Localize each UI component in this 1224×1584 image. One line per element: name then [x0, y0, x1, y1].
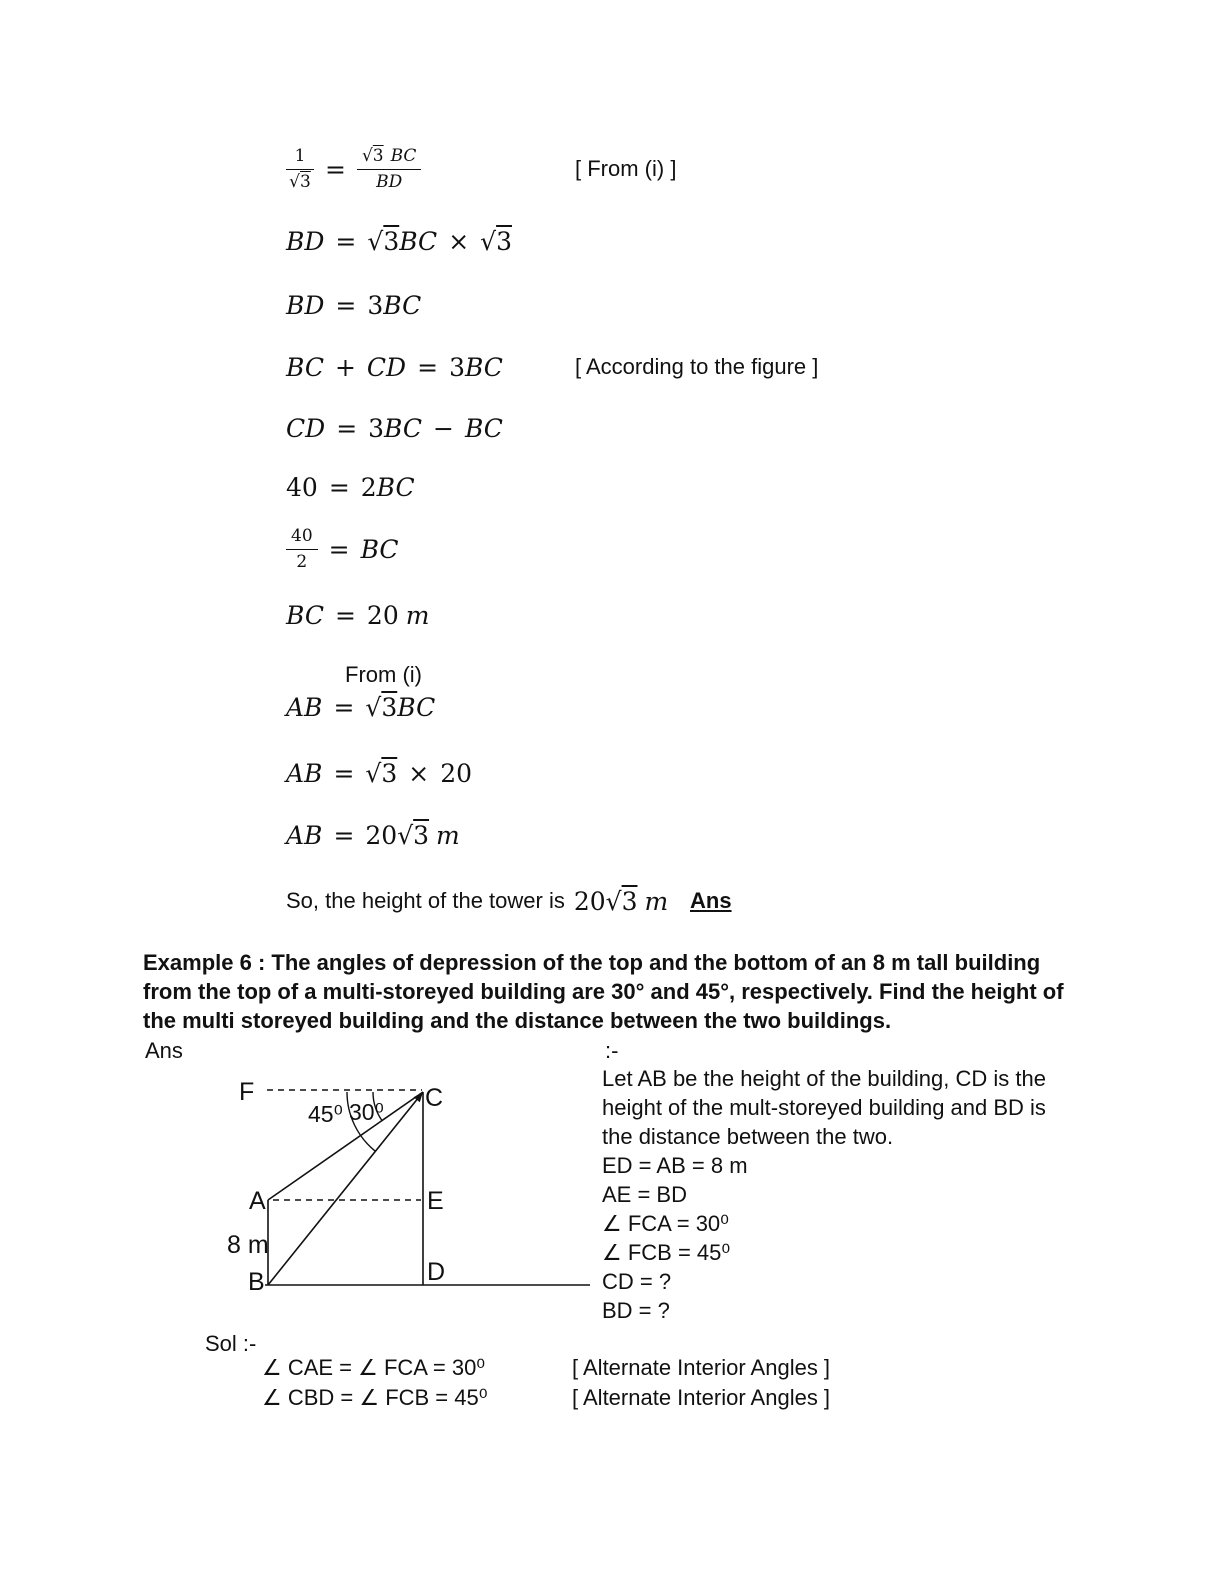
math-token: = — [333, 692, 355, 722]
ans-label: Ans — [690, 888, 732, 913]
fraction-denominator — [376, 170, 402, 192]
math-space — [429, 821, 436, 850]
conclusion — [286, 884, 732, 918]
math-token: = — [328, 472, 350, 502]
fraction-denominator — [289, 170, 311, 192]
math-token: BC — [286, 352, 324, 382]
math-token: = — [328, 534, 350, 564]
radical-sign: √ — [367, 226, 384, 256]
fraction-numerator — [286, 146, 314, 169]
math-token: = — [334, 600, 356, 630]
math-token: × — [408, 758, 430, 788]
math-token: AB — [286, 820, 323, 850]
math-token: AB — [286, 692, 323, 722]
math-space — [638, 887, 645, 916]
math-token: 40 — [286, 472, 318, 502]
math-token: m — [436, 820, 460, 850]
math-token: = — [417, 352, 439, 382]
conclusion-text: So, the height of the tower is — [286, 888, 565, 913]
text-line: CD = ? — [602, 1269, 672, 1294]
sol-label: Sol :- — [205, 1331, 257, 1356]
math-token: m — [644, 886, 669, 916]
math-token: = — [335, 290, 357, 320]
label-c: C — [425, 1084, 444, 1112]
math-radical — [367, 227, 399, 256]
math-token: BC — [464, 352, 503, 382]
label-b: B — [248, 1268, 265, 1296]
eq-7 — [286, 524, 399, 574]
math-radical — [289, 172, 311, 192]
equation-note: [ From (i) ] — [575, 156, 677, 181]
text-line: the multi storeyed building and the distance between the two buildings. — [143, 1008, 892, 1033]
solution-line — [262, 1353, 831, 1383]
text-line: Let AB be the height of the building, CD is the — [602, 1066, 1046, 1091]
eq-6 — [286, 472, 415, 502]
radicand: 3 — [381, 692, 398, 722]
math-token: 20 — [440, 758, 472, 788]
example6-heading — [143, 948, 1064, 1035]
radical-sign: √ — [365, 692, 382, 722]
solution-note: [ Alternate Interior Angles ] — [572, 1355, 831, 1380]
solution-lines — [262, 1353, 831, 1412]
radicand: 3 — [621, 886, 638, 916]
radical-sign: √ — [480, 226, 497, 256]
radicand: 3 — [383, 226, 400, 256]
radical-sign: √ — [361, 146, 373, 167]
eq-2 — [286, 226, 512, 256]
eq-12 — [286, 820, 460, 850]
label-angle-30: 30⁰ — [349, 1099, 384, 1125]
label-d: D — [427, 1258, 446, 1286]
math-token: CD — [286, 413, 326, 443]
math-token: 2 — [360, 472, 377, 502]
text-line: from the top of a multi-storeyed building are 30° and 45°, respectively. Find the height of — [143, 979, 1064, 1004]
math-radical — [365, 693, 397, 722]
text-line: Example 6 : The angles of depression of the top and the bottom of an 8 m tall building — [143, 950, 1041, 975]
fraction-numerator — [357, 146, 422, 169]
math-token: 20 — [366, 600, 399, 630]
radical-sign: √ — [397, 820, 414, 850]
math-token: = — [336, 413, 358, 443]
solution-line — [262, 1383, 831, 1413]
eq-3 — [286, 290, 421, 320]
text-line: ∠ FCB = 45⁰ — [602, 1240, 731, 1265]
math-token: BC — [286, 600, 324, 630]
example6-colon-dash: :- — [605, 1038, 619, 1063]
from-i-label: From (i) — [345, 662, 422, 687]
line-cb — [268, 1092, 423, 1285]
text-line: AE = BD — [602, 1182, 687, 1207]
math-token: = — [333, 820, 355, 850]
math-token: BC — [360, 534, 399, 564]
math-token: BC — [383, 290, 422, 320]
example6-ans-label: Ans — [145, 1038, 183, 1063]
math-token: × — [448, 226, 470, 256]
math-radical — [606, 887, 638, 916]
math-fraction — [286, 146, 314, 192]
fraction-numerator — [286, 526, 318, 549]
math-radical — [480, 227, 512, 256]
solution-note: [ Alternate Interior Angles ] — [572, 1384, 831, 1410]
math-token: − — [433, 413, 454, 443]
eq-1 — [286, 140, 677, 198]
label-angle-45: 45⁰ — [308, 1101, 343, 1127]
math-token: BD — [286, 226, 325, 256]
radicand: 3 — [496, 226, 512, 256]
text-line: ED = AB = 8 m — [602, 1153, 748, 1178]
math-token: 20 — [365, 820, 398, 850]
math-token: BC — [390, 146, 417, 167]
radical-sign: √ — [605, 886, 622, 916]
math-token: 2 — [296, 551, 308, 572]
math-token: = — [333, 758, 355, 788]
math-token: AB — [286, 758, 323, 788]
label-8m: 8 m — [227, 1231, 269, 1259]
fraction-denominator — [296, 550, 307, 572]
radicand: 3 — [300, 171, 311, 192]
math-token: 3 — [449, 352, 465, 382]
eq-4 — [286, 352, 819, 382]
math-token: BC — [376, 472, 415, 502]
math-token: BD — [376, 171, 403, 192]
math-token: BC — [384, 413, 423, 443]
math-token: 3 — [368, 413, 385, 443]
math-token: 40 — [291, 526, 313, 547]
math-token: = — [335, 226, 357, 256]
equation-note: [ According to the figure ] — [575, 354, 819, 379]
math-fraction — [357, 146, 422, 192]
math-token: BC — [397, 692, 436, 722]
math-fraction — [286, 526, 318, 572]
text-line: height of the mult-storeyed building and BD is — [602, 1095, 1046, 1120]
given-values — [602, 1064, 1046, 1325]
math-token: BC — [464, 413, 503, 443]
radical-sign: √ — [365, 758, 382, 788]
text-line: BD = ? — [602, 1298, 670, 1323]
line-ca — [268, 1092, 423, 1200]
radicand: 3 — [381, 758, 398, 788]
math-radical — [365, 759, 397, 788]
solution-equation: ∠ CBD = ∠ FCB = 45⁰ — [262, 1384, 488, 1410]
radicand: 3 — [413, 820, 430, 850]
label-f: F — [239, 1078, 255, 1106]
eq-11 — [286, 758, 472, 788]
math-token: CD — [366, 352, 407, 382]
radicand: 3 — [372, 146, 384, 167]
eq-8 — [286, 600, 429, 630]
math-space — [384, 146, 391, 166]
math-token: + — [334, 352, 356, 382]
math-radical — [397, 821, 429, 850]
math-space — [399, 601, 406, 630]
geometry-diagram — [215, 1050, 615, 1300]
solution-equation: ∠ CAE = ∠ FCA = 30⁰ — [262, 1355, 486, 1380]
text-line: the distance between the two. — [602, 1124, 894, 1149]
math-token: 1 — [294, 146, 306, 167]
label-e: E — [427, 1187, 444, 1215]
math-token: 3 — [367, 290, 384, 320]
text-line: ∠ FCA = 30⁰ — [602, 1211, 729, 1236]
math-token: m — [405, 600, 430, 630]
math-token: 20 — [573, 886, 606, 916]
radical-sign: √ — [289, 171, 300, 192]
eq-10 — [286, 692, 435, 722]
math-token: = — [325, 154, 346, 184]
math-token: BD — [286, 290, 325, 320]
math-token: BC — [399, 226, 438, 256]
label-a: A — [249, 1187, 266, 1215]
eq-5 — [286, 413, 503, 443]
math-radical — [362, 146, 384, 166]
